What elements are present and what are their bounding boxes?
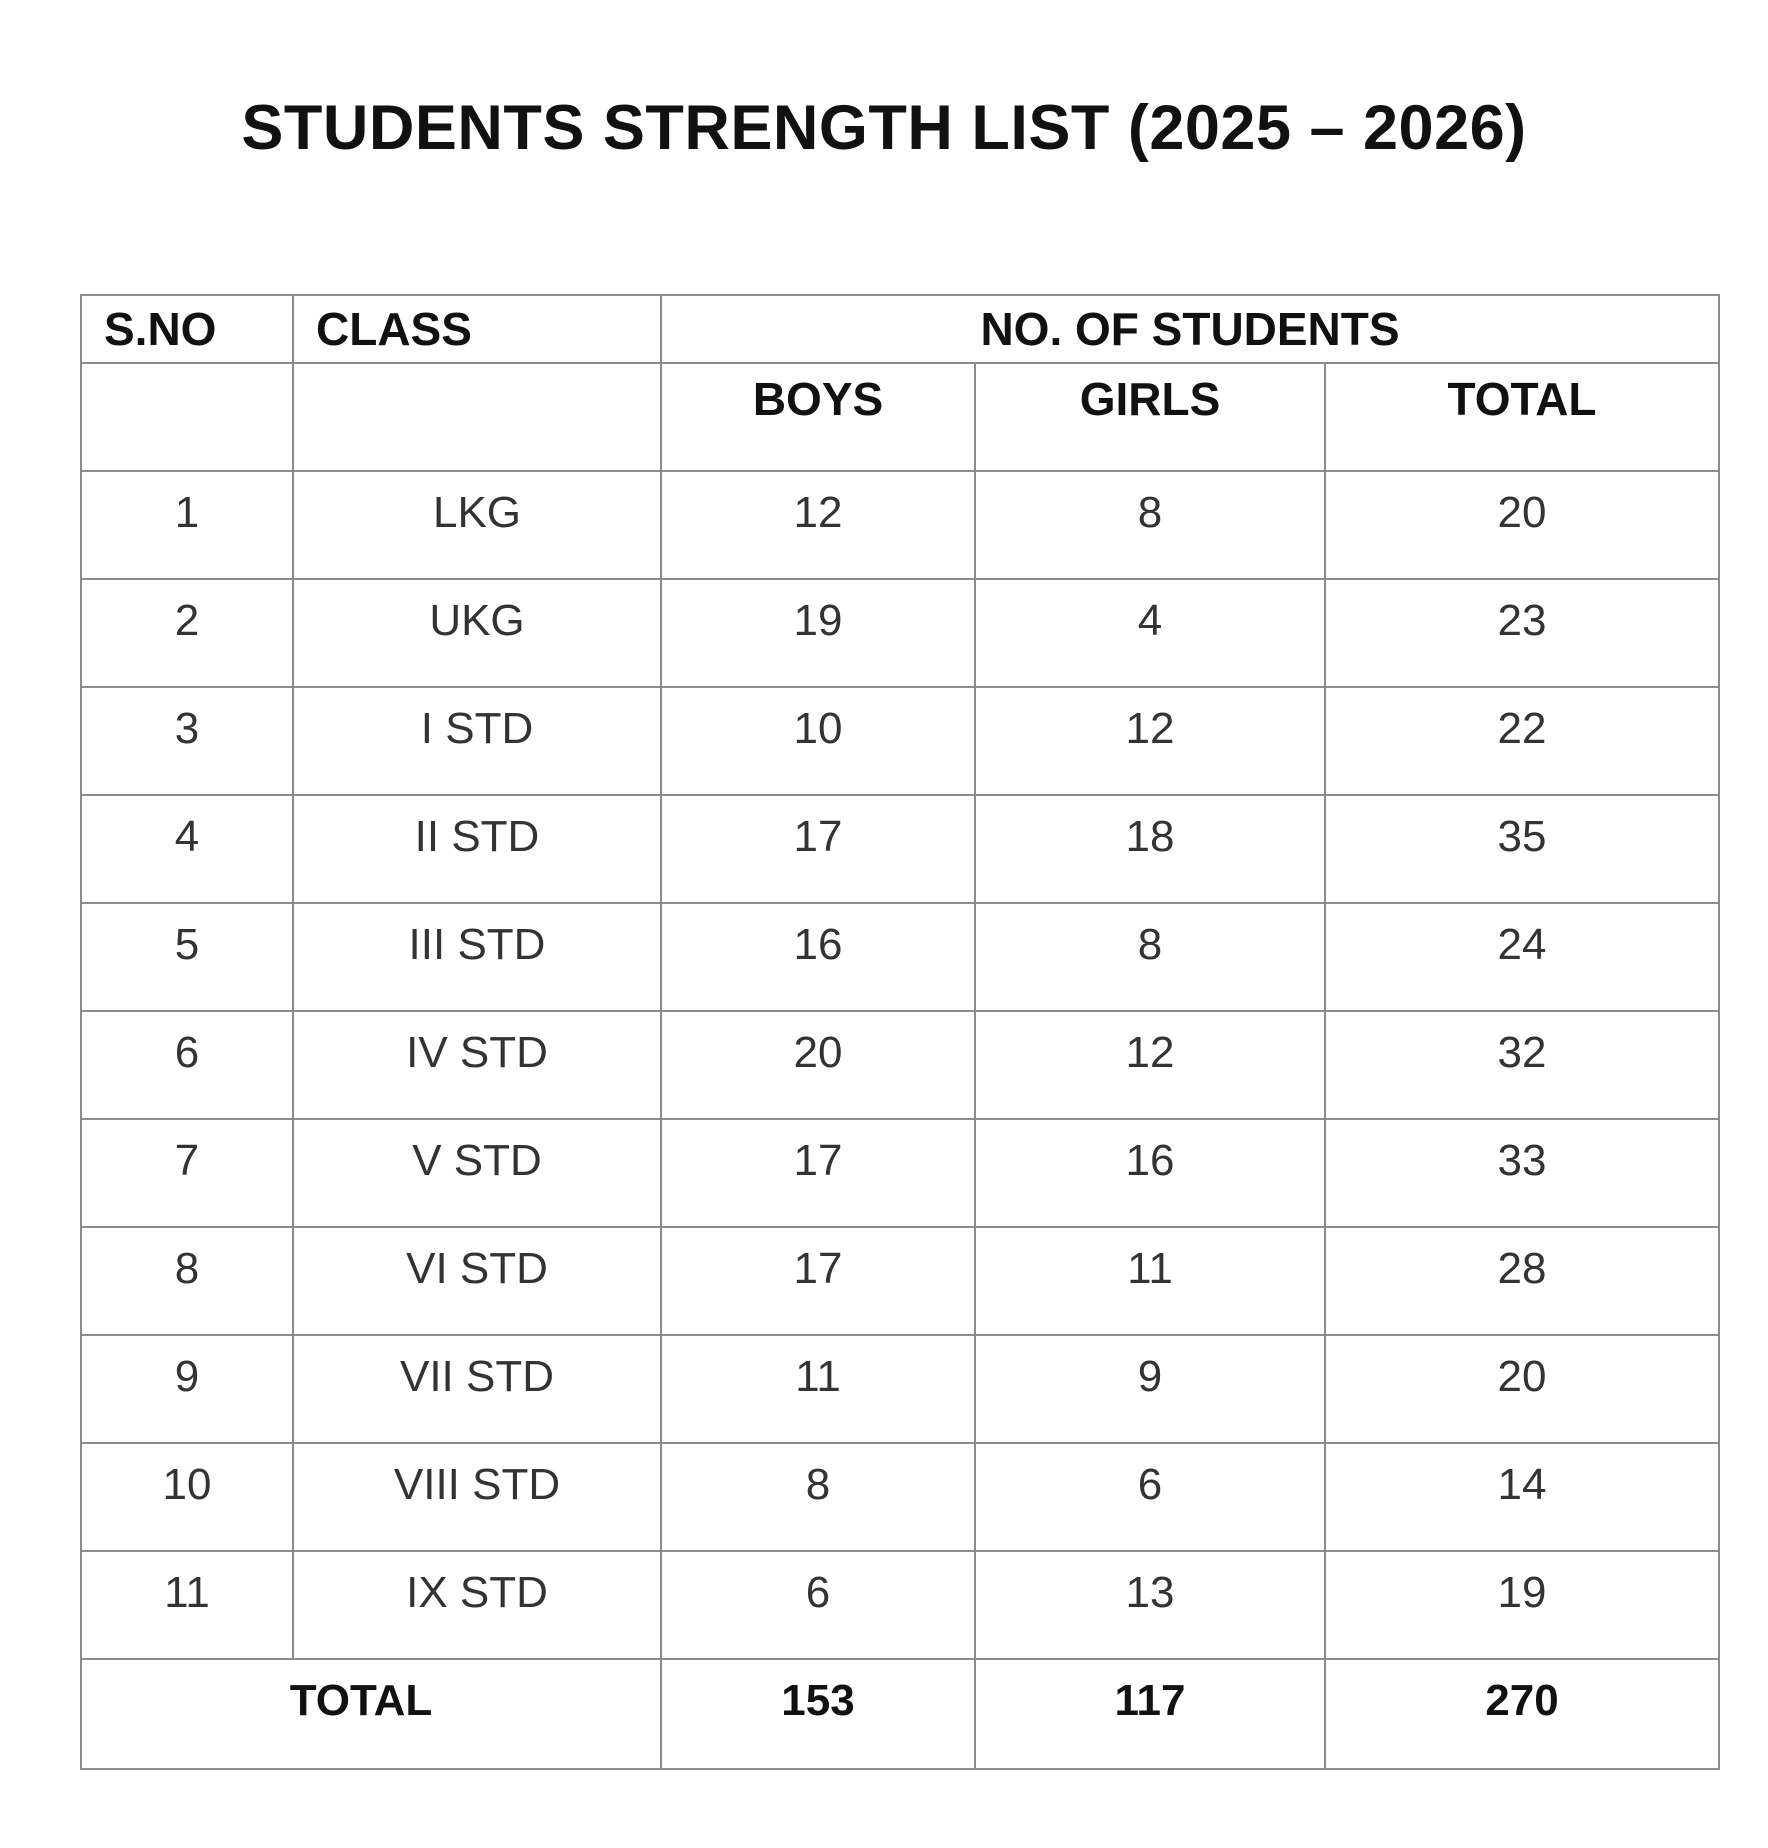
boys-cell: 17 [661,1119,975,1227]
total-cell: 35 [1325,795,1719,903]
totals-boys: 153 [661,1659,975,1769]
girls-cell: 18 [975,795,1325,903]
boys-cell: 17 [661,1227,975,1335]
sno-cell: 3 [81,687,293,795]
boys-cell: 11 [661,1335,975,1443]
girls-cell: 13 [975,1551,1325,1659]
girls-cell: 6 [975,1443,1325,1551]
girls-cell: 4 [975,579,1325,687]
total-cell: 14 [1325,1443,1719,1551]
sno-header: S.NO [81,295,293,363]
page-title: STUDENTS STRENGTH LIST (2025 – 2026) [241,93,1527,163]
totals-girls: 117 [975,1659,1325,1769]
class-cell: III STD [293,903,661,1011]
class-cell: VIII STD [293,1443,661,1551]
sno-cell: 8 [81,1227,293,1335]
boys-cell: 20 [661,1011,975,1119]
class-cell: IX STD [293,1551,661,1659]
sno-cell: 5 [81,903,293,1011]
empty-header-cell [81,363,293,471]
table-row [81,579,1719,687]
strength-table [80,294,1720,1770]
table-row [81,471,1719,579]
sno-cell: 6 [81,1011,293,1119]
sno-cell: 2 [81,579,293,687]
girls-cell: 8 [975,903,1325,1011]
sno-cell: 4 [81,795,293,903]
totals-label: TOTAL [81,1659,661,1769]
boys-cell: 12 [661,471,975,579]
girls-cell: 16 [975,1119,1325,1227]
sno-cell: 10 [81,1443,293,1551]
empty-header-cell [293,363,661,471]
total-cell: 19 [1325,1551,1719,1659]
class-header: CLASS [293,295,661,363]
class-cell: VI STD [293,1227,661,1335]
boys-cell: 6 [661,1551,975,1659]
total-cell: 33 [1325,1119,1719,1227]
total-cell: 20 [1325,1335,1719,1443]
total-cell: 28 [1325,1227,1719,1335]
boys-cell: 10 [661,687,975,795]
table-row [81,687,1719,795]
class-cell: VII STD [293,1335,661,1443]
students-group-header: NO. OF STUDENTS [661,295,1719,363]
class-cell: UKG [293,579,661,687]
girls-header: GIRLS [975,363,1325,471]
table-row [81,1551,1719,1659]
table-row [81,1335,1719,1443]
sno-cell: 1 [81,471,293,579]
table-row [81,1119,1719,1227]
table-row [81,1011,1719,1119]
table-row [81,1227,1719,1335]
girls-cell: 12 [975,1011,1325,1119]
total-cell: 20 [1325,471,1719,579]
table-row [81,903,1719,1011]
sno-cell: 7 [81,1119,293,1227]
class-cell: IV STD [293,1011,661,1119]
sno-cell: 11 [81,1551,293,1659]
table-row [81,795,1719,903]
girls-cell: 8 [975,471,1325,579]
total-cell: 24 [1325,903,1719,1011]
class-cell: V STD [293,1119,661,1227]
table-row [81,1443,1719,1551]
header-row [81,295,1719,363]
class-cell: II STD [293,795,661,903]
totals-row [81,1659,1719,1769]
girls-cell: 11 [975,1227,1325,1335]
boys-cell: 19 [661,579,975,687]
subheader-row [81,363,1719,471]
girls-cell: 12 [975,687,1325,795]
girls-cell: 9 [975,1335,1325,1443]
boys-cell: 8 [661,1443,975,1551]
total-cell: 32 [1325,1011,1719,1119]
boys-cell: 16 [661,903,975,1011]
total-cell: 22 [1325,687,1719,795]
class-cell: LKG [293,471,661,579]
boys-header: BOYS [661,363,975,471]
sno-cell: 9 [81,1335,293,1443]
totals-total: 270 [1325,1659,1719,1769]
total-header: TOTAL [1325,363,1719,471]
total-cell: 23 [1325,579,1719,687]
boys-cell: 17 [661,795,975,903]
class-cell: I STD [293,687,661,795]
